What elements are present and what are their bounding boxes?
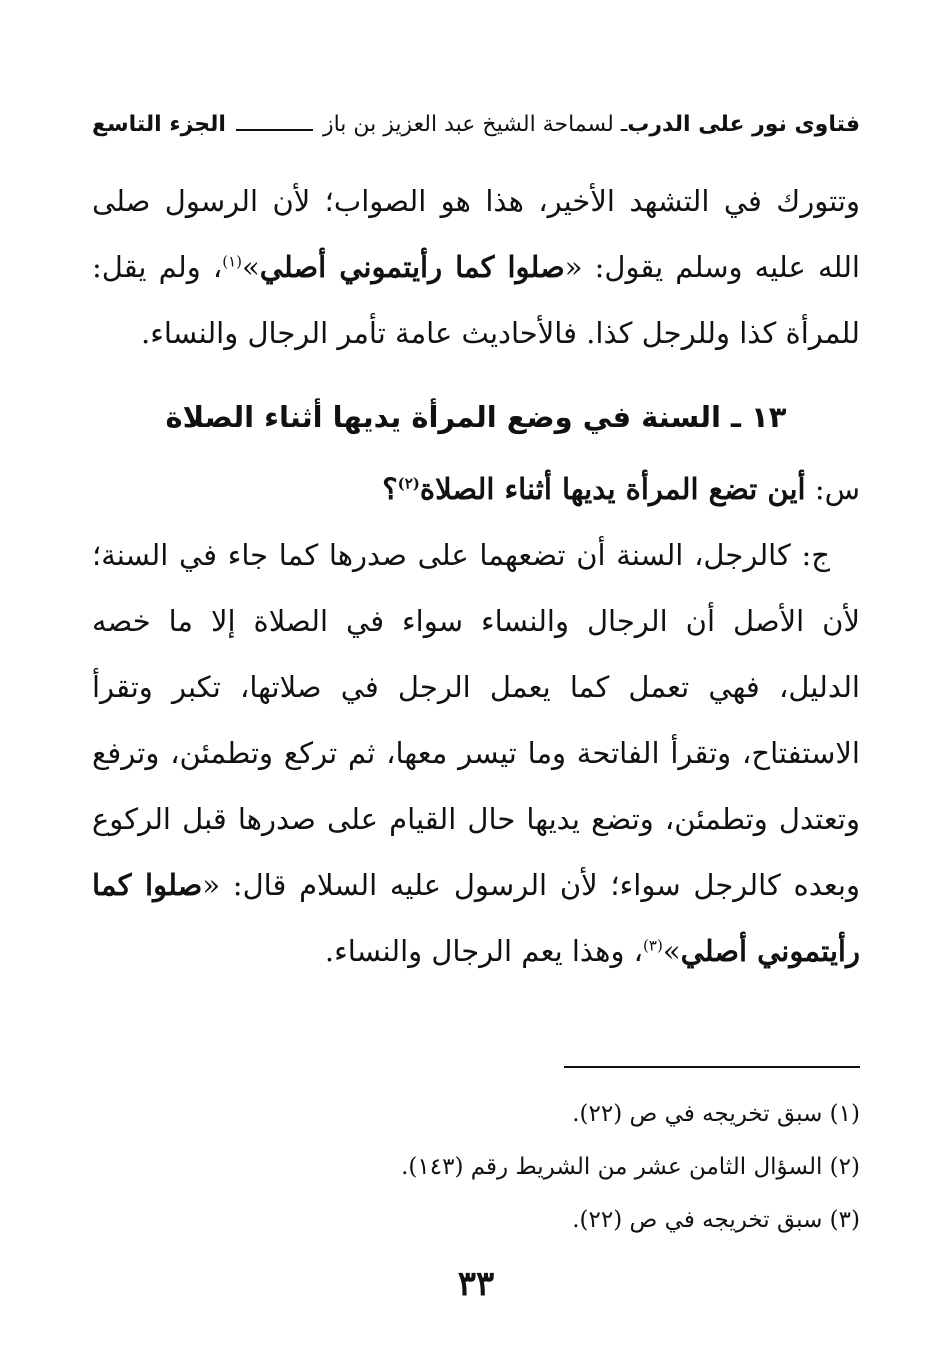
quote-close: » bbox=[242, 250, 260, 284]
footnote-divider bbox=[564, 1066, 860, 1068]
question-mark: ؟ bbox=[382, 472, 398, 506]
footnote-ref-3: (٣) bbox=[643, 936, 663, 955]
main-text bbox=[92, 168, 860, 984]
question-text: أين تضع المرأة يديها أثناء الصلاة bbox=[419, 472, 806, 506]
paragraph-text: وتتورك في التشهد الأخير، هذا هو الصواب؛ لأن الرسول صلى الله عليه وسلم يقول: « bbox=[92, 184, 860, 284]
question-label: س: bbox=[805, 472, 860, 506]
answer bbox=[92, 522, 860, 984]
footnotes bbox=[92, 1088, 860, 1247]
footnote-1: (١) سبق تخريجه في ص (٢٢). bbox=[572, 1101, 860, 1127]
quote-close: » bbox=[662, 934, 681, 968]
footnote-ref-1: (١) bbox=[222, 252, 242, 271]
book-title: فتاوى نور على الدرب bbox=[627, 111, 860, 137]
answer-text: ، وهذا يعم الرجال والنساء. bbox=[324, 934, 644, 968]
header-author: ـ لسماحة الشيخ عبد العزيز بن باز bbox=[322, 111, 628, 137]
footnote-2: (٢) السؤال الثامن عشر من الشريط رقم (١٤٣). bbox=[401, 1154, 860, 1180]
running-header bbox=[92, 104, 860, 144]
footnote-ref-2: (٢) bbox=[397, 474, 420, 493]
section-heading: ١٣ ـ السنة في وضع المرأة يديها أثناء الصلاة bbox=[165, 400, 787, 434]
paragraph-continued bbox=[92, 168, 860, 366]
answer-text: ج: كالرجل، السنة أن تضعهما على صدرها كما جاء في السنة؛ لأن الأصل أن الرجال والنساء سواء في الصلاة إلا ما خصه الدليل، فهي تعمل كما يعمل الرجل في صلاتها، تكبر وتقرأ الاستفتاح، وتقرأ الفاتحة وما تيسر معها، ثم تركع وتطمئن، وترفع وتعتدل وتطمئن، وتضع يديها حال القيام على صدرها قبل الركوع وبعده كالرجل سواء؛ لأن الرسول عليه السلام قال: « bbox=[92, 538, 860, 902]
page-number: ٣٣ bbox=[457, 1264, 495, 1304]
hadith-quote: صلوا كما رأيتموني أصلي bbox=[92, 868, 860, 968]
header-rule bbox=[236, 129, 313, 131]
volume-label: الجزء التاسع bbox=[92, 111, 226, 137]
hadith-quote: صلوا كما رأيتموني أصلي bbox=[259, 250, 565, 284]
footnote-3: (٣) سبق تخريجه في ص (٢٢). bbox=[572, 1207, 860, 1233]
paragraph-text: ، ولم يقل: للمرأة كذا وللرجل كذا. فالأحاديث عامة تأمر الرجال والنساء. bbox=[92, 250, 860, 350]
question bbox=[92, 456, 860, 522]
